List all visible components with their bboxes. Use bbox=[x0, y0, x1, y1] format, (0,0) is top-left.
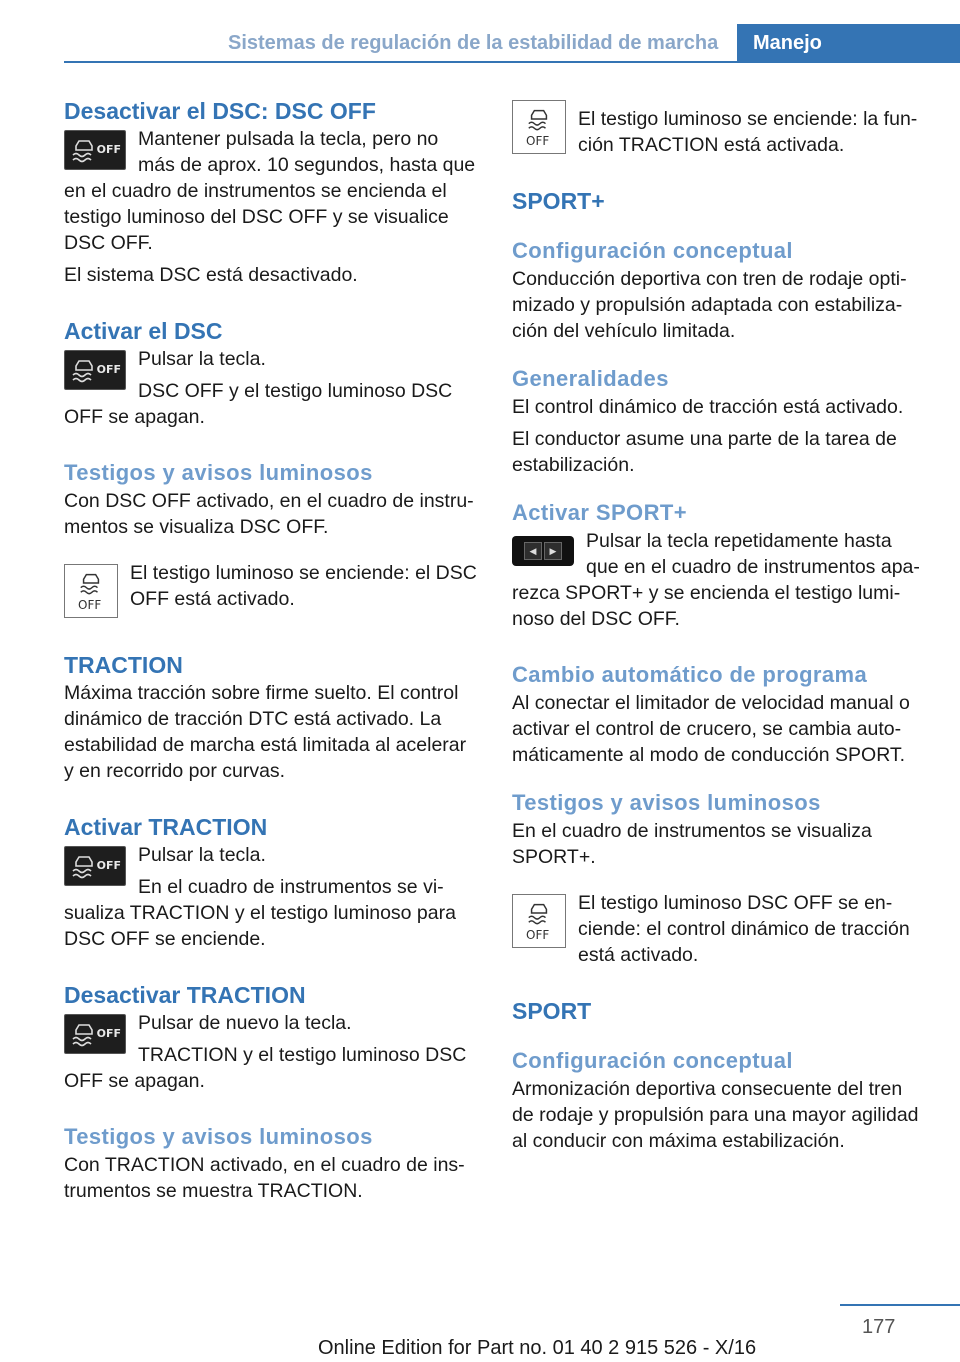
footer-rule bbox=[840, 1304, 960, 1306]
footer-edition: Online Edition for Part no. 01 40 2 915 526 - X/16 bbox=[318, 1337, 757, 1359]
dsc-off-indicator-icon bbox=[64, 564, 118, 618]
text-config-2: Armonización deportiva consecuente del tren de rodaje y propulsión para una mayor agilidad al conducir con máxima estabilización. bbox=[512, 1078, 919, 1152]
text-activar-traction-2: En el cuadro de instrumentos se vi-sualiza TRACTION y el testigo luminoso para DSC OFF se enciende. bbox=[64, 876, 456, 950]
heading-config-1: Configuración conceptual bbox=[512, 238, 793, 263]
heading-generalidades: Generalidades bbox=[512, 366, 669, 391]
off-label: OFF bbox=[526, 928, 550, 942]
text-desactivar-traction-1: Pulsar de nuevo la tecla. bbox=[138, 1012, 352, 1034]
heading-testigos-2: Testigos y avisos luminosos bbox=[64, 1124, 373, 1149]
header-section-title: Sistemas de regulación de la estabilidad de marcha bbox=[228, 32, 719, 54]
dsc-off-indicator-icon bbox=[512, 894, 566, 948]
dsc-off-button-icon bbox=[64, 350, 126, 390]
page-number: 177 bbox=[862, 1316, 896, 1338]
off-label: OFF bbox=[78, 598, 102, 612]
text-testigos-1: Con DSC OFF activado, en el cuadro de instru-mentos se visualiza DSC OFF. bbox=[64, 490, 474, 538]
heading-traction: TRACTION bbox=[64, 652, 183, 678]
text-testigos-3: En el cuadro de instrumentos se visualiza SPORT+. bbox=[512, 820, 872, 868]
off-label: OFF bbox=[96, 1027, 121, 1040]
text-testigos-1b: El testigo luminoso se enciende: el DSC OFF está activado. bbox=[130, 562, 477, 610]
chevron-right-icon: ▶ bbox=[544, 542, 562, 560]
dsc-off-button-icon bbox=[64, 130, 126, 170]
heading-sport: SPORT bbox=[512, 998, 592, 1024]
text-desactivar-traction-2: TRACTION y el testigo luminoso DSC OFF se apagan. bbox=[64, 1044, 467, 1092]
text-desactivar-1: Mantener pulsada la tecla, pero no más de aprox. 10 segundos, hasta que en el cuadro de instrumentos se encienda el testigo luminoso del DSC OFF y se visualice DSC OFF. bbox=[64, 128, 476, 254]
heading-activar-traction: Activar TRACTION bbox=[64, 814, 268, 840]
left-column bbox=[64, 96, 480, 1204]
dsc-off-button-icon bbox=[64, 1014, 126, 1054]
text-testigos-3b: El testigo luminoso DSC OFF se en-ciende: el control dinámico de tracción está activado. bbox=[578, 892, 910, 966]
text-activar-1: Pulsar la tecla. bbox=[138, 348, 266, 370]
off-label: OFF bbox=[96, 859, 121, 872]
off-label: OFF bbox=[526, 134, 550, 148]
text-activar-sport: Pulsar la tecla repetidamente hasta que en el cuadro de instrumentos apa-rezca SPORT+ y se encienda el testigo lumi-noso del DSC OFF. bbox=[512, 530, 920, 630]
text-testigos-2: Con TRACTION activado, en el cuadro de ins-trumentos se muestra TRACTION. bbox=[64, 1154, 465, 1202]
heading-config-2: Configuración conceptual bbox=[512, 1048, 793, 1073]
driving-mode-switch-icon bbox=[512, 536, 574, 566]
text-gen-2: El conductor asume una parte de la tarea de estabilización. bbox=[512, 428, 897, 476]
text-gen-1: El control dinámico de tracción está activado. bbox=[512, 396, 904, 418]
right-column bbox=[512, 96, 926, 1154]
chevron-left-icon: ◀ bbox=[524, 542, 542, 560]
heading-testigos-1: Testigos y avisos luminosos bbox=[64, 460, 373, 485]
heading-desactivar-dsc: Desactivar el DSC: DSC OFF bbox=[64, 98, 376, 124]
heading-activar-sport: Activar SPORT+ bbox=[512, 500, 687, 525]
text-traction: Máxima tracción sobre firme suelto. El control dinámico de tracción DTC está activado. La estabilidad de marcha está limitada al acelerar y en recorrido por curvas. bbox=[64, 682, 467, 782]
off-label: OFF bbox=[96, 363, 121, 376]
off-label: OFF bbox=[96, 143, 121, 156]
traction-indicator-icon bbox=[512, 100, 566, 154]
text-desactivar-2: El sistema DSC está desactivado. bbox=[64, 264, 358, 286]
text-traction-on: El testigo luminoso se enciende: la fun-ción TRACTION está activada. bbox=[578, 108, 918, 156]
heading-sport-plus: SPORT+ bbox=[512, 188, 605, 214]
heading-testigos-3: Testigos y avisos luminosos bbox=[512, 790, 821, 815]
text-activar-2: DSC OFF y el testigo luminoso DSC OFF se apagan. bbox=[64, 380, 453, 428]
text-cambio: Al conectar el limitador de velocidad manual o activar el control de crucero, se cambia auto-máticamente al modo de conducción SPORT. bbox=[512, 692, 910, 766]
heading-cambio: Cambio automático de programa bbox=[512, 662, 868, 687]
header-rule bbox=[64, 61, 960, 63]
header-tab-manejo: Manejo bbox=[737, 24, 960, 62]
text-activar-traction-1: Pulsar la tecla. bbox=[138, 844, 266, 866]
heading-activar-dsc: Activar el DSC bbox=[64, 318, 223, 344]
heading-desactivar-traction: Desactivar TRACTION bbox=[64, 982, 306, 1008]
dsc-off-button-icon bbox=[64, 846, 126, 886]
text-config-1: Conducción deportiva con tren de rodaje opti-mizado y propulsión adaptada con estabiliza-ción del vehículo limitada. bbox=[512, 268, 907, 342]
